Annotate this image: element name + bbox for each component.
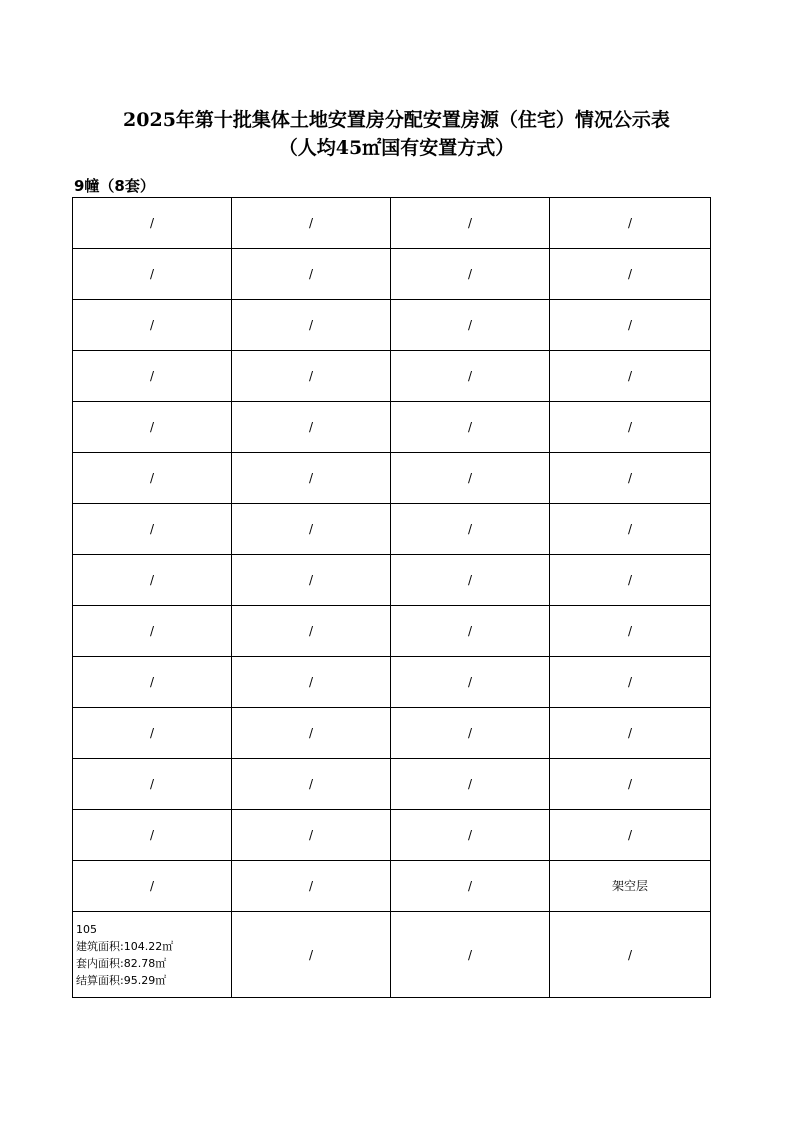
table-cell: /: [550, 198, 711, 249]
table-cell: /: [550, 351, 711, 402]
table-cell: /: [232, 555, 391, 606]
table-cell: /: [391, 555, 550, 606]
table-cell: /: [232, 300, 391, 351]
table-cell: /: [391, 912, 550, 998]
table-cell: /: [550, 402, 711, 453]
table-cell: /: [73, 810, 232, 861]
table-row: [73, 402, 711, 453]
table-cell: /: [73, 657, 232, 708]
stilt-floor-cell: 架空层: [550, 861, 711, 912]
table-row: [73, 759, 711, 810]
table-cell: /: [232, 810, 391, 861]
table-cell: /: [550, 249, 711, 300]
table-cell: /: [391, 810, 550, 861]
table-row: [73, 657, 711, 708]
table-cell: /: [232, 759, 391, 810]
table-row: [73, 810, 711, 861]
table-row: [73, 708, 711, 759]
table-row-unit-105: [73, 912, 711, 998]
unit-detail-cell: [73, 912, 232, 998]
table-cell: /: [391, 351, 550, 402]
table-cell: /: [73, 606, 232, 657]
table-cell: /: [391, 606, 550, 657]
table-cell: /: [391, 504, 550, 555]
table-cell: /: [391, 759, 550, 810]
table-cell: /: [550, 453, 711, 504]
table-cell: /: [73, 249, 232, 300]
table-cell: /: [73, 504, 232, 555]
table-cell: /: [550, 606, 711, 657]
table-cell: /: [391, 861, 550, 912]
table-cell: /: [73, 759, 232, 810]
unit-number: 105: [76, 922, 97, 936]
table-cell: /: [550, 912, 711, 998]
table-row: [73, 453, 711, 504]
table-cell: /: [73, 453, 232, 504]
table-cell: /: [73, 198, 232, 249]
table-cell: /: [232, 708, 391, 759]
table-cell: /: [391, 249, 550, 300]
table-cell: /: [391, 657, 550, 708]
table-cell: /: [391, 453, 550, 504]
unit-settlement-area: 结算面积:95.29㎡: [76, 973, 167, 987]
table-cell: /: [73, 555, 232, 606]
unit-inner-area: 套内面积:82.78㎡: [76, 956, 167, 970]
table-cell: /: [73, 861, 232, 912]
table-cell: /: [73, 708, 232, 759]
table-row: [73, 300, 711, 351]
table-cell: /: [232, 453, 391, 504]
table-cell: /: [550, 555, 711, 606]
table-cell: /: [550, 759, 711, 810]
table-cell: /: [391, 402, 550, 453]
table-row: [73, 504, 711, 555]
table-cell: /: [232, 912, 391, 998]
table-row: [73, 606, 711, 657]
housing-table-body: [73, 198, 711, 998]
table-cell: /: [550, 810, 711, 861]
table-cell: /: [550, 708, 711, 759]
page-subtitle: （人均45㎡国有安置方式）: [278, 137, 515, 159]
table-cell: /: [73, 300, 232, 351]
unit-building-area: 建筑面积:104.22㎡: [76, 939, 174, 953]
table-cell: /: [232, 351, 391, 402]
housing-table: [72, 197, 711, 998]
table-cell: /: [232, 249, 391, 300]
table-row: [73, 249, 711, 300]
table-cell: /: [550, 300, 711, 351]
table-cell: /: [550, 504, 711, 555]
table-cell: /: [232, 198, 391, 249]
table-cell: /: [232, 657, 391, 708]
table-cell: /: [391, 708, 550, 759]
page-title: 2025年第十批集体土地安置房分配安置房源（住宅）情况公示表: [123, 109, 670, 131]
table-cell: /: [232, 504, 391, 555]
table-cell: /: [391, 198, 550, 249]
table-row: [73, 351, 711, 402]
table-cell: /: [73, 351, 232, 402]
table-cell: /: [232, 402, 391, 453]
table-row: [73, 861, 711, 912]
table-cell: /: [73, 402, 232, 453]
building-label: 9幢（8套）: [74, 177, 155, 195]
table-cell: /: [232, 606, 391, 657]
table-cell: /: [550, 657, 711, 708]
table-cell: /: [391, 300, 550, 351]
table-row: [73, 555, 711, 606]
table-cell: /: [232, 861, 391, 912]
table-row: [73, 198, 711, 249]
